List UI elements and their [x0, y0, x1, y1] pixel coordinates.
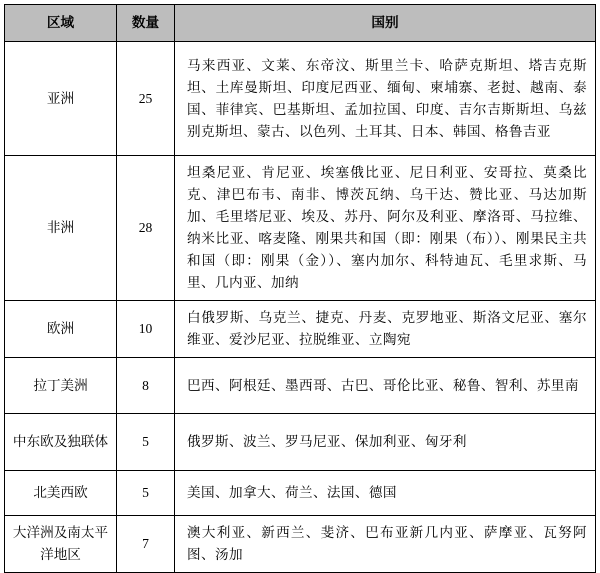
- table-row: [5, 414, 596, 471]
- count-cell: 28: [117, 156, 175, 301]
- region-cell: 亚洲: [5, 42, 117, 156]
- table-row: [5, 301, 596, 358]
- table-row: [5, 471, 596, 516]
- countries-cell: 巴西、阿根廷、墨西哥、古巴、哥伦比亚、秘鲁、智利、苏里南: [175, 358, 596, 414]
- count-cell: 5: [117, 414, 175, 471]
- countries-cell: 俄罗斯、波兰、罗马尼亚、保加利亚、匈牙利: [175, 414, 596, 471]
- header-countries: 国别: [175, 5, 596, 42]
- region-cell: 北美西欧: [5, 471, 117, 516]
- region-cell: 欧洲: [5, 301, 117, 358]
- countries-cell: 坦桑尼亚、肯尼亚、埃塞俄比亚、尼日利亚、安哥拉、莫桑比克、津巴布韦、南非、博茨瓦纳、乌干达、赞比亚、马达加斯加、毛里塔尼亚、埃及、苏丹、阿尔及利亚、摩洛哥、马拉维、纳米比亚、喀麦隆、刚果共和国（即：刚果（布））、刚果民主共和国（即：刚果（金））、塞内加尔、科特迪瓦、毛里求斯、马里、几内亚、加纳: [175, 156, 596, 301]
- region-cell: 中东欧及独联体: [5, 414, 117, 471]
- table-row: [5, 156, 596, 301]
- countries-cell: 马来西亚、文莱、东帝汶、斯里兰卡、哈萨克斯坦、塔吉克斯坦、土库曼斯坦、印度尼西亚、缅甸、柬埔寨、老挝、越南、泰国、菲律宾、巴基斯坦、孟加拉国、印度、吉尔吉斯斯坦、乌兹别克斯坦、蒙古、以色列、土耳其、日本、韩国、格鲁吉亚: [175, 42, 596, 156]
- count-cell: 25: [117, 42, 175, 156]
- countries-cell: 澳大利亚、新西兰、斐济、巴布亚新几内亚、萨摩亚、瓦努阿图、汤加: [175, 516, 596, 573]
- header-region: 区域: [5, 5, 117, 42]
- region-cell: 大洋洲及南太平洋地区: [5, 516, 117, 573]
- count-cell: 5: [117, 471, 175, 516]
- region-country-table: [4, 4, 596, 573]
- region-cell: 拉丁美洲: [5, 358, 117, 414]
- count-cell: 8: [117, 358, 175, 414]
- header-count: 数量: [117, 5, 175, 42]
- countries-cell: 美国、加拿大、荷兰、法国、德国: [175, 471, 596, 516]
- count-cell: 10: [117, 301, 175, 358]
- table-row: [5, 358, 596, 414]
- table-row: [5, 516, 596, 573]
- countries-cell: 白俄罗斯、乌克兰、捷克、丹麦、克罗地亚、斯洛文尼亚、塞尔维亚、爱沙尼亚、拉脱维亚、立陶宛: [175, 301, 596, 358]
- region-cell: 非洲: [5, 156, 117, 301]
- count-cell: 7: [117, 516, 175, 573]
- table-header-row: [5, 5, 596, 42]
- table-row: [5, 42, 596, 156]
